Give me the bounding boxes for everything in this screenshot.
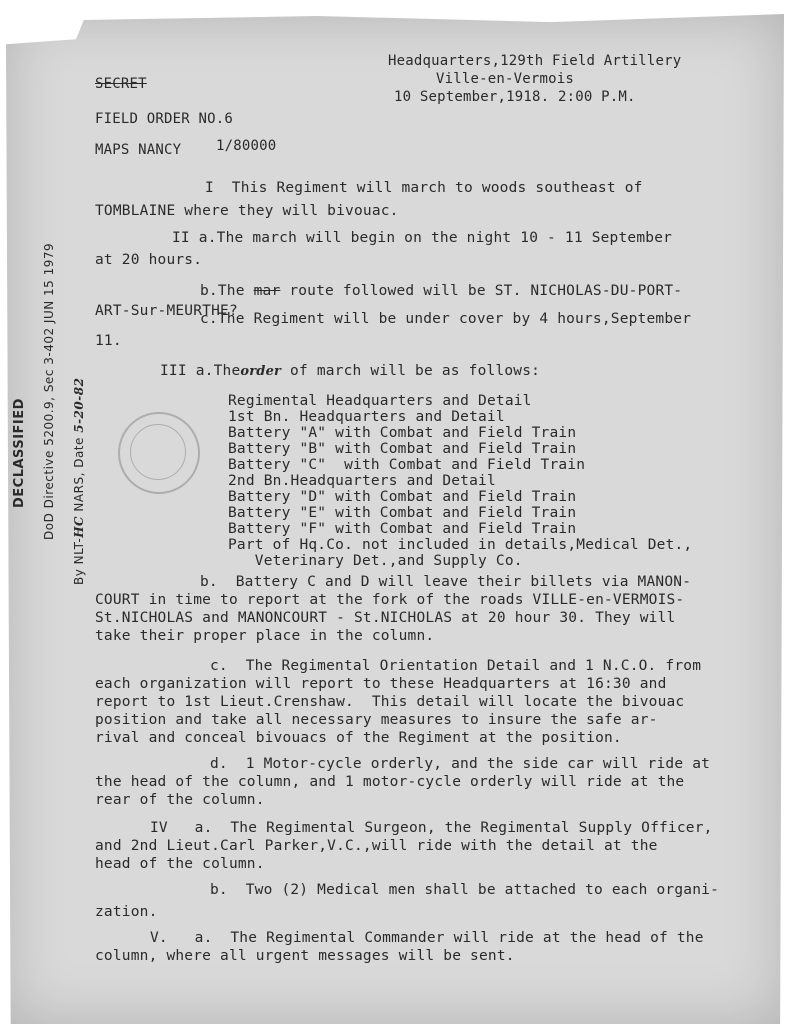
para-3d-line-1: d. 1 Motor-cycle orderly, and the side car will ride at — [210, 756, 711, 772]
para-2a-line-2: at 20 hours. — [95, 252, 203, 268]
classification-mark: SECRET — [95, 76, 147, 92]
para-3c-line-2: each organization will report to these Headquarters at 16:30 and — [95, 676, 667, 692]
hq-line-1: Headquarters,129th Field Artillery — [388, 53, 682, 69]
para-3c-line-4: position and take all necessary measures to insure the safe ar- — [95, 712, 658, 728]
para-3d-line-2: the head of the column, and 1 motor-cycle orderly will ride at the — [95, 774, 685, 790]
map-scale: 1/80000 — [216, 138, 277, 154]
para-5a-line-2: column, where all urgent messages will be sent. — [95, 948, 515, 964]
hq-line-3-date: 10 September,1918. 2:00 P.M. — [394, 89, 636, 105]
march-order-item: Regimental Headquarters and Detail — [228, 393, 532, 409]
para-1-line-2: TOMBLAINE where they will bivouac. — [95, 203, 399, 219]
declassified-authority: DoD Directive 5200.9, Sec 3-402 JUN 15 1979 — [42, 242, 56, 540]
march-order-item: Veterinary Det.,and Supply Co. — [228, 553, 523, 569]
march-order-item: 1st Bn. Headquarters and Detail — [228, 409, 505, 425]
para-2b-line-1: b.The mar route followed will be ST. NICHOLAS-DU-PORT- — [200, 283, 683, 299]
para-3a-line: III a.Theorder of march will be as follows: — [160, 363, 541, 379]
para-3b-line-3: St.NICHOLAS and MANONCOURT - St.NICHOLAS at 20 hour 30. They will — [95, 610, 676, 626]
para-1-line-1: I This Regiment will march to woods southeast of — [205, 180, 643, 196]
march-order-item: Battery "A" with Combat and Field Train — [228, 425, 577, 441]
para-5a-line-1: V. a. The Regimental Commander will ride at the head of the — [150, 930, 704, 946]
para-2c-line-1: c.The Regiment will be under cover by 4 hours,September — [200, 311, 692, 327]
declassified-stamp: DECLASSIFIED — [12, 398, 27, 508]
para-2a-line-1: II a.The march will begin on the night 10 - 11 September — [172, 230, 673, 246]
declassified-by-line: By NLT-HC NARS, Date 5-20-82 — [72, 377, 86, 585]
para-4b-line-1: b. Two (2) Medical men shall be attached to each organi- — [210, 882, 719, 898]
archive-seal-stamp — [118, 412, 200, 494]
hq-line-2: Ville-en-Vermois — [436, 71, 575, 87]
para-2b-line-2: ART-Sur-MEURTHE? — [95, 303, 238, 319]
march-order-item: Battery "D" with Combat and Field Train — [228, 489, 577, 505]
march-order-item: Battery "E" with Combat and Field Train — [228, 505, 577, 521]
para-4a-line-1: IV a. The Regimental Surgeon, the Regimental Supply Officer, — [150, 820, 713, 836]
para-2c-line-2: 11. — [95, 333, 122, 349]
march-order-item: Battery "F" with Combat and Field Train — [228, 521, 577, 537]
para-4b-line-2: zation. — [95, 904, 158, 920]
para-4a-line-3: head of the column. — [95, 856, 265, 872]
march-order-item: Part of Hq.Co. not included in details,Medical Det., — [228, 537, 693, 553]
para-4a-line-2: and 2nd Lieut.Carl Parker,V.C.,will ride with the detail at the — [95, 838, 658, 854]
para-3c-line-5: rival and conceal bivouacs of the Regiment at the position. — [95, 730, 622, 746]
para-3b-line-1: b. Battery C and D will leave their billets via MANON- — [200, 574, 692, 590]
maps-reference: MAPS NANCY — [95, 142, 182, 158]
para-3b-line-2: COURT in time to report at the fork of the roads VILLE-en-VERMOIS- — [95, 592, 685, 608]
para-3b-line-4: take their proper place in the column. — [95, 628, 435, 644]
march-order-item: 2nd Bn.Headquarters and Detail — [228, 473, 496, 489]
march-order-item: Battery "B" with Combat and Field Train — [228, 441, 577, 457]
march-order-item: Battery "C" with Combat and Field Train — [228, 457, 586, 473]
para-3c-line-3: report to 1st Lieut.Crenshaw. This detail will locate the bivouac — [95, 694, 685, 710]
field-order-number: FIELD ORDER NO.6 — [95, 111, 234, 127]
para-3d-line-3: rear of the column. — [95, 792, 265, 808]
para-3c-line-1: c. The Regimental Orientation Detail and 1 N.C.O. from — [210, 658, 702, 674]
